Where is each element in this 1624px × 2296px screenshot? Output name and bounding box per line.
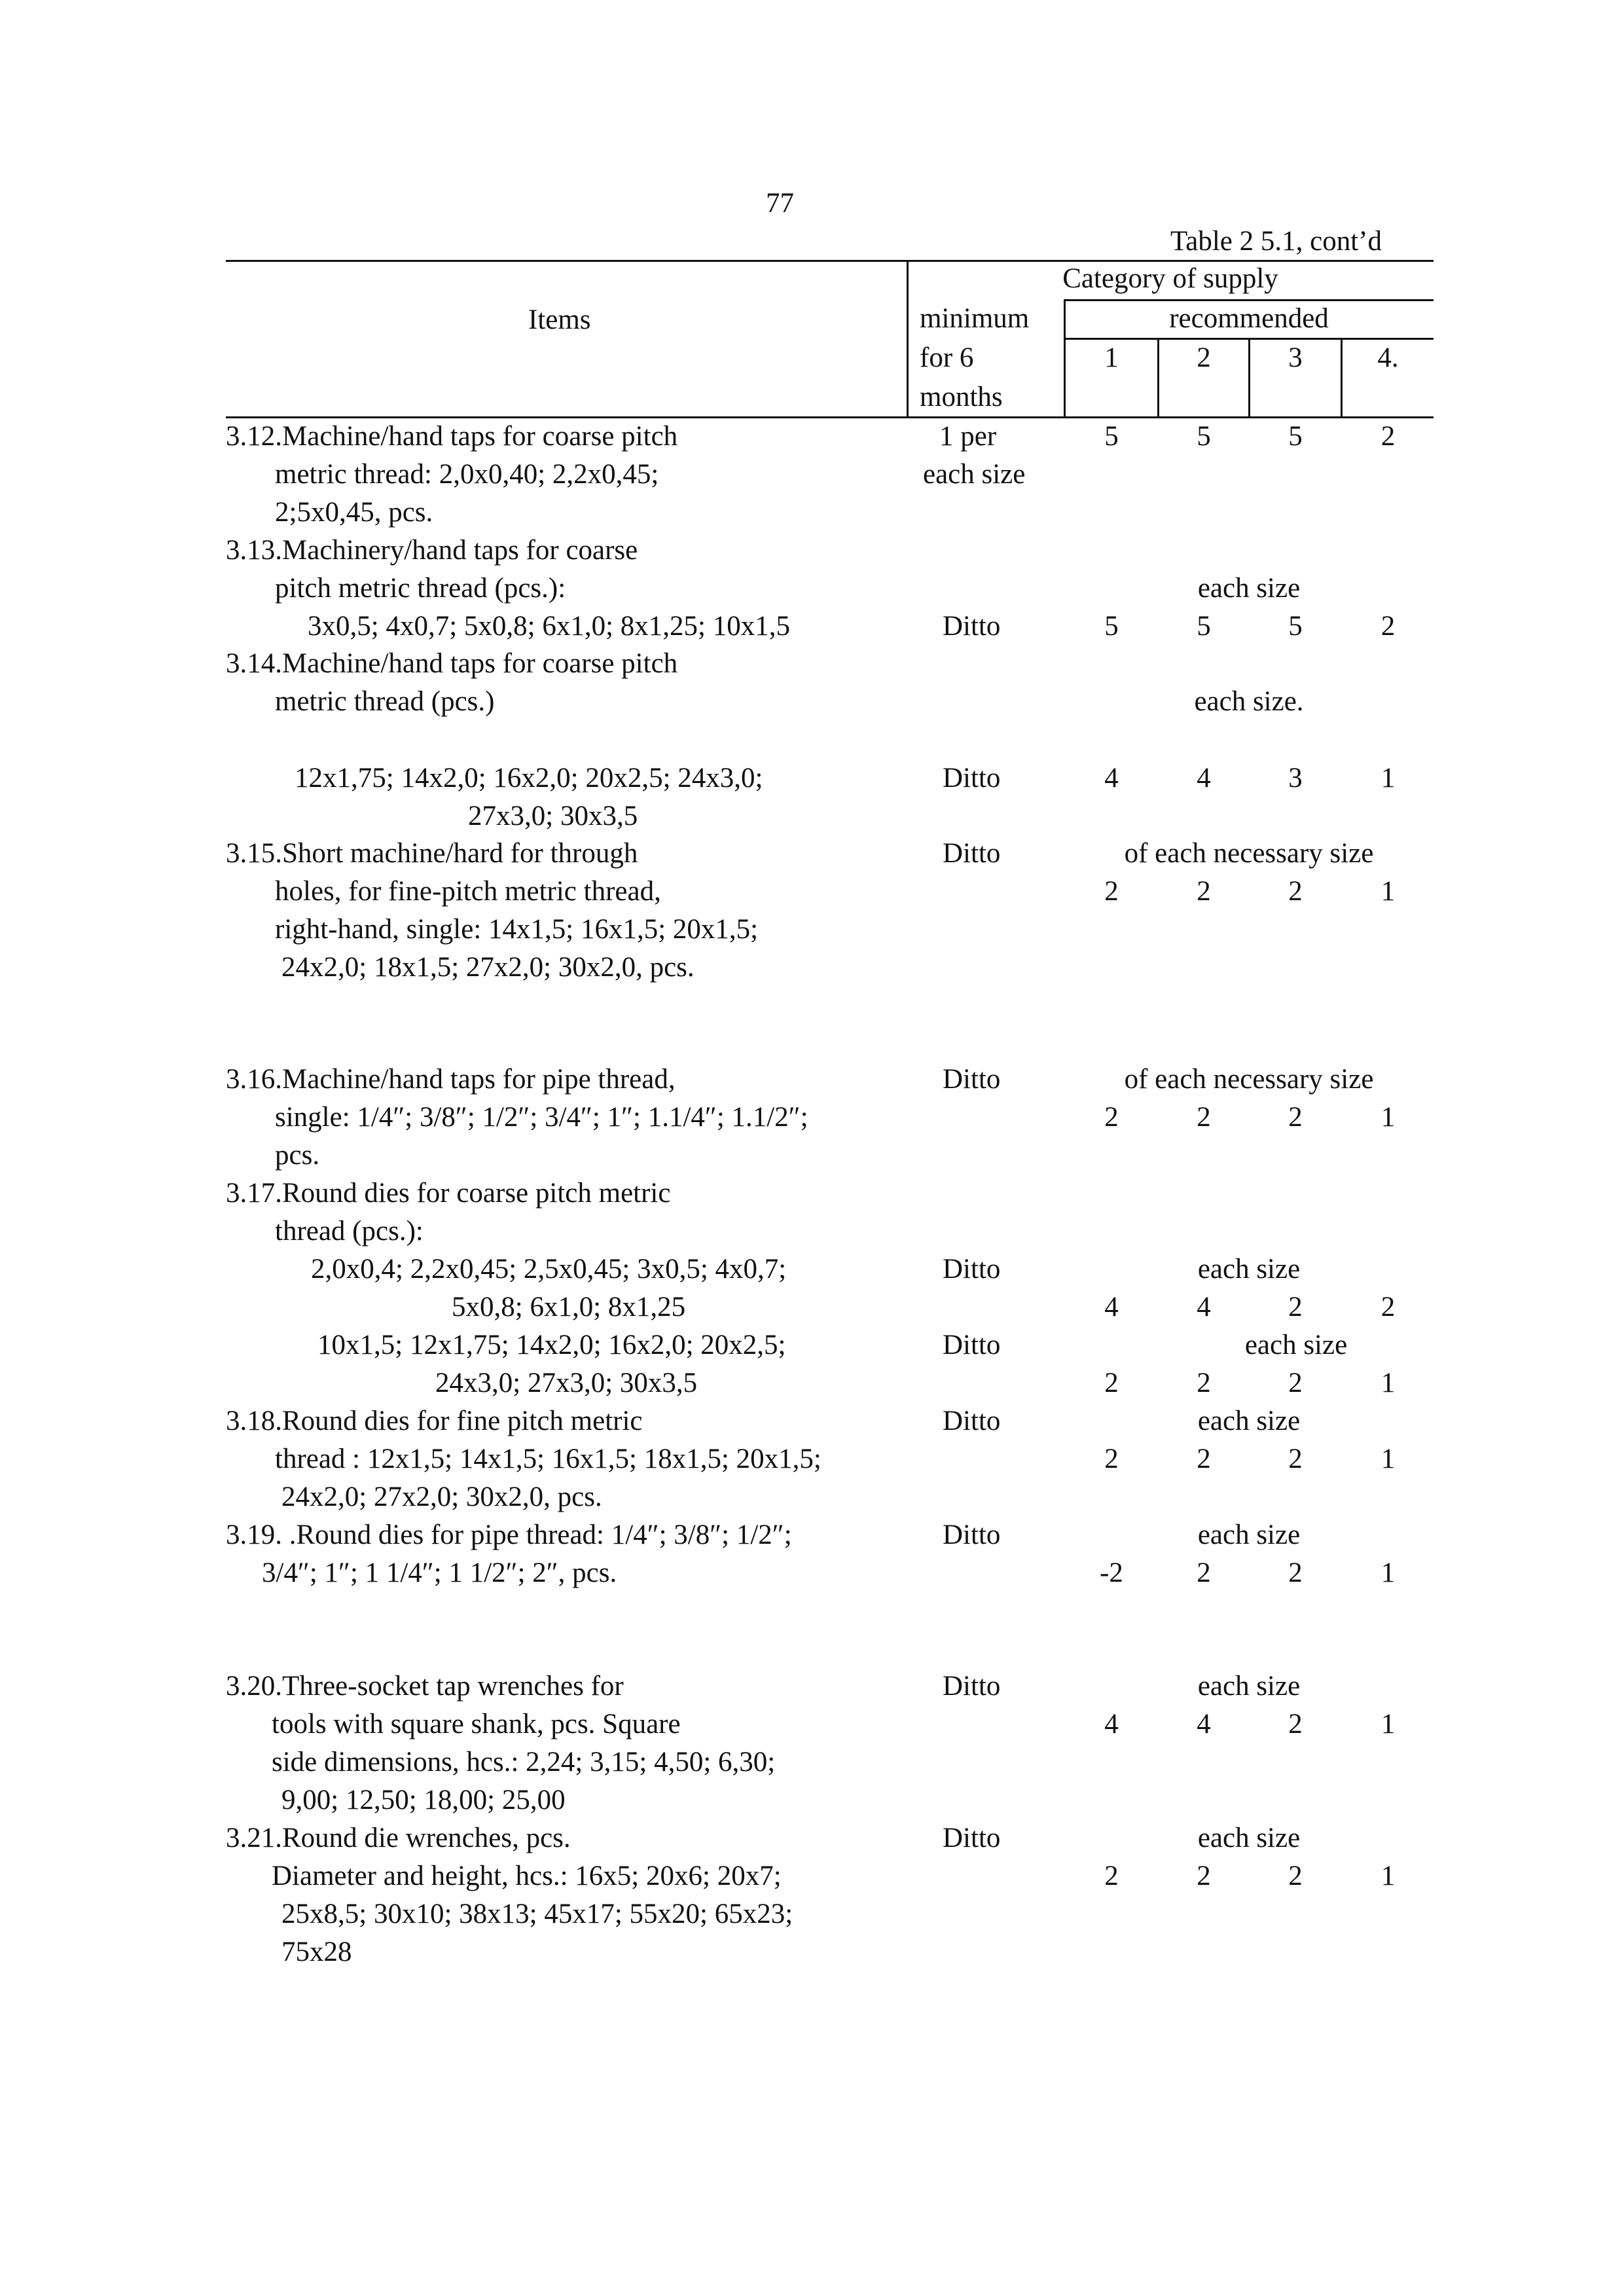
item-3-16-val-3: 2 [1288,1102,1303,1133]
item-3-19-note: each size [1197,1520,1301,1550]
item-3-18-line-1: 3.18.Round dies for fine pitch metric [226,1406,643,1436]
item-3-12-val-3: 5 [1288,421,1303,452]
item-3-13-line-1: 3.13.Machinery/hand taps for coarse [226,535,638,566]
item-3-17b-val-3: 2 [1288,1368,1303,1398]
item-3-16-val-2: 2 [1197,1102,1211,1133]
header-col-3: 3 [1288,342,1303,373]
item-3-17-min-a: Ditto [943,1254,1001,1285]
item-3-14-val-2: 4 [1197,763,1211,793]
item-3-19-val-2: 2 [1197,1558,1211,1588]
item-3-17-note-b: each size [1244,1330,1348,1360]
item-3-19-val-3: 2 [1288,1558,1303,1588]
header-col-2: 2 [1197,342,1211,373]
item-3-19-line-1: 3.19. .Round dies for pipe thread: 1/4″; 3/8″; 1/2″; [226,1520,792,1550]
item-3-19-val-1: -2 [1100,1558,1123,1588]
item-3-15-line-3: right-hand, single: 14x1,5; 16x1,5; 20x1,5; [275,914,759,945]
header-category: Category of supply [1062,263,1278,294]
item-3-19-min: Ditto [943,1520,1001,1550]
item-3-17-line-1: 3.17.Round dies for coarse pitch metric [226,1178,671,1209]
header-minimum-2: for 6 [920,342,974,373]
item-3-18-val-4: 1 [1380,1444,1396,1474]
item-3-12-min-1: 1 per [939,421,997,452]
item-3-15-note: of each necessary size [1124,838,1374,869]
item-3-14-val-4: 1 [1380,763,1396,793]
item-3-20-min: Ditto [943,1671,1001,1702]
item-3-21-val-4: 1 [1380,1861,1396,1891]
item-3-15-line-1: 3.15.Short machine/hard for through [226,838,638,869]
item-3-20-line-1: 3.20.Three-socket tap wrenches for [226,1671,624,1702]
item-3-14-line-1: 3.14.Machine/hand taps for coarse pitch [226,648,678,679]
item-3-13-line-3: 3x0,5; 4x0,7; 5x0,8; 6x1,0; 8x1,25; 10x1,5 [308,611,790,642]
item-3-14-val-3: 3 [1288,763,1303,793]
item-3-18-val-2: 2 [1197,1444,1211,1474]
table-caption: Table 2 5.1, cont’d [1170,226,1382,257]
item-3-20-val-1: 4 [1104,1709,1119,1740]
item-3-21-note: each size [1197,1823,1301,1853]
item-3-12-line-2: metric thread: 2,0x0,40; 2,2x0,45; [275,459,659,490]
item-3-13-note: each size [1197,573,1301,604]
item-3-18-val-3: 2 [1288,1444,1303,1474]
item-3-17b-val-2: 2 [1197,1368,1211,1398]
item-3-16-line-3: pcs. [275,1140,320,1171]
item-3-15-min: Ditto [943,838,1001,869]
page-number: 77 [766,188,794,219]
header-col-4: 4. [1377,342,1399,373]
header-minimum-1: minimum [920,303,1030,334]
item-3-16-line-2: single: 1/4″; 3/8″; 1/2″; 3/4″; 1″; 1.1/4″; 1.1/2″; [275,1102,808,1133]
item-3-20-val-4: 1 [1380,1709,1396,1740]
item-3-17b-val-1: 2 [1104,1368,1119,1398]
item-3-16-val-1: 2 [1104,1102,1119,1133]
item-3-17b-val-4: 1 [1380,1368,1396,1398]
item-3-17-line-4: 5x0,8; 6x1,0; 8x1,25 [452,1292,686,1322]
item-3-21-line-4: 75x28 [281,1937,352,1967]
item-3-17a-val-4: 2 [1380,1292,1396,1322]
item-3-20-note: each size [1197,1671,1301,1702]
item-3-15-val-2: 2 [1197,876,1211,907]
item-3-15-val-4: 1 [1380,876,1396,907]
item-3-18-val-1: 2 [1104,1444,1119,1474]
item-3-16-line-1: 3.16.Machine/hand taps for pipe thread, [226,1064,676,1095]
item-3-17-line-6: 24x3,0; 27x3,0; 30x3,5 [435,1368,698,1398]
item-3-12-line-3: 2;5x0,45, pcs. [275,497,433,528]
item-3-15-line-2: holes, for fine-pitch metric thread, [275,876,661,907]
item-3-20-line-3: side dimensions, hcs.: 2,24; 3,15; 4,50; 6,30; [272,1747,776,1777]
item-3-16-note: of each necessary size [1124,1064,1374,1095]
item-3-18-note: each size [1197,1406,1301,1436]
item-3-14-line-2: metric thread (pcs.) [275,686,495,717]
item-3-13-val-2: 5 [1197,611,1211,642]
item-3-21-val-1: 2 [1104,1861,1119,1891]
item-3-14-line-4: 27x3,0; 30x3,5 [468,801,638,831]
item-3-18-line-3: 24x2,0; 27x2,0; 30x2,0, pcs. [281,1482,602,1512]
item-3-20-line-2: tools with square shank, pcs. Square [272,1709,681,1740]
item-3-15-val-1: 2 [1104,876,1119,907]
item-3-21-min: Ditto [943,1823,1001,1853]
header-recommended: recommended [1169,303,1329,334]
item-3-21-line-2: Diameter and height, hcs.: 16x5; 20x6; 20x7; [272,1861,782,1891]
item-3-15-val-3: 2 [1288,876,1303,907]
item-3-19-val-4: 1 [1380,1558,1396,1588]
item-3-17-line-2: thread (pcs.): [275,1216,424,1247]
header-minimum-3: months [920,382,1003,412]
item-3-20-val-3: 2 [1288,1709,1303,1740]
item-3-19-line-2: 3/4″; 1″; 1 1/4″; 1 1/2″; 2″, pcs. [262,1558,617,1588]
item-3-13-line-2: pitch metric thread (pcs.): [275,573,566,604]
item-3-17-line-5: 10x1,5; 12x1,75; 14x2,0; 16x2,0; 20x2,5; [317,1330,786,1360]
item-3-21-line-3: 25x8,5; 30x10; 38x13; 45x17; 55x20; 65x23; [281,1899,793,1929]
item-3-20-val-2: 4 [1197,1709,1211,1740]
item-3-14-min: Ditto [943,763,1001,793]
item-3-17a-val-1: 4 [1104,1292,1119,1322]
header-col-1: 1 [1104,342,1119,373]
item-3-17a-val-2: 4 [1197,1292,1211,1322]
item-3-12-val-4: 2 [1380,421,1396,452]
item-3-14-note: each size. [1194,686,1304,717]
item-3-12-val-2: 5 [1197,421,1211,452]
item-3-18-min: Ditto [943,1406,1001,1436]
item-3-16-min: Ditto [943,1064,1001,1095]
item-3-12-min-2: each size [923,459,1026,490]
item-3-16-val-4: 1 [1380,1102,1396,1133]
item-3-17-note-a: each size [1197,1254,1301,1285]
item-3-15-line-4: 24x2,0; 18x1,5; 27x2,0; 30x2,0, pcs. [281,952,695,983]
item-3-17a-val-3: 2 [1288,1292,1303,1322]
item-3-13-val-1: 5 [1104,611,1119,642]
item-3-13-val-3: 5 [1288,611,1303,642]
item-3-13-min: Ditto [943,611,1001,642]
item-3-12-line-1: 3.12.Machine/hand taps for coarse pitch [226,421,678,452]
header-items: Items [528,304,591,335]
item-3-14-val-1: 4 [1104,763,1119,793]
item-3-21-val-2: 2 [1197,1861,1211,1891]
item-3-14-line-3: 12x1,75; 14x2,0; 16x2,0; 20x2,5; 24x3,0; [295,763,763,793]
item-3-21-val-3: 2 [1288,1861,1303,1891]
item-3-17-line-3: 2,0x0,4; 2,2x0,45; 2,5x0,45; 3x0,5; 4x0,7; [311,1254,787,1285]
item-3-20-line-4: 9,00; 12,50; 18,00; 25,00 [281,1785,566,1815]
item-3-18-line-2: thread : 12x1,5; 14x1,5; 16x1,5; 18x1,5; 20x1,5; [275,1444,821,1474]
item-3-21-line-1: 3.21.Round die wrenches, pcs. [226,1823,571,1853]
item-3-17-min-b: Ditto [943,1330,1001,1360]
item-3-12-val-1: 5 [1104,421,1119,452]
item-3-13-val-4: 2 [1380,611,1396,642]
